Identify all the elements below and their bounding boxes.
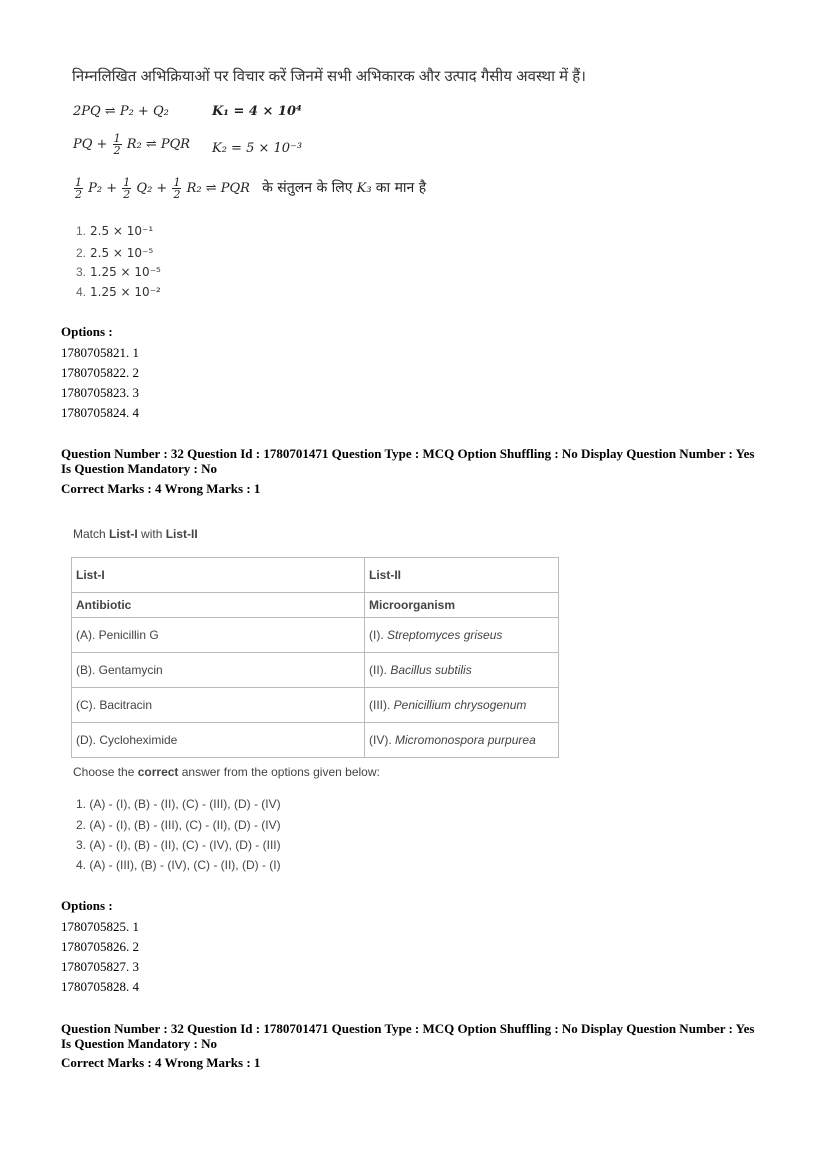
question-meta-line-1: Question Number : 32 Question Id : 1780701471 Question Type : MCQ Option Shuffling : No Display Question Number : Yes: [61, 446, 755, 461]
table-subheader-microorganism: Microorganism: [365, 593, 559, 618]
question-text-hindi: निम्नलिखित अभिक्रियाओं पर विचार करें जिनमें सभी अभिकारक और उत्पाद गैसीय अवस्था में हैं।: [72, 68, 586, 85]
table-cell: (A). Penicillin G: [72, 618, 365, 653]
question-meta-line-3: Correct Marks : 4 Wrong Marks : 1: [61, 481, 261, 496]
table-subheader-antibiotic: Antibiotic: [72, 593, 365, 618]
match-title: Match List-I with List-II: [73, 527, 198, 541]
table-cell: (B). Gentamycin: [72, 653, 365, 688]
options-label: Options :: [61, 898, 113, 913]
table-header-list-1: List-I: [72, 558, 365, 593]
fraction-half: $\frac{1}{2}$: [113, 132, 121, 157]
equilibrium-constant-1: K₁ = 4 × 10⁴: [212, 104, 302, 119]
fraction-half: $\frac{1}{2}$: [123, 176, 131, 201]
option-id: 1780705821. 1: [61, 345, 139, 360]
table-row: [72, 653, 559, 688]
choice-3: 3. 1.25 × 10⁻⁵: [76, 265, 161, 279]
choice-2: 2. 2.5 × 10⁻⁵: [76, 246, 154, 260]
equation-2: [73, 133, 190, 156]
fraction-half: $\frac{1}{2}$: [75, 176, 82, 201]
option-id: 1780705823. 3: [61, 385, 139, 400]
equation-3-suffix-b: का मान है: [375, 180, 427, 196]
option-id: 1780705822. 2: [61, 365, 139, 380]
equation-1: 2PQ ⇌ P₂ + Q₂: [73, 104, 169, 119]
answer-choice: 4. (A) - (III), (B) - (IV), (C) - (II), (D) - (I): [76, 858, 281, 872]
equation-2-part-b: R₂ ⇌ PQR: [126, 137, 191, 152]
table-subheader-row: [72, 593, 559, 618]
choose-instruction: Choose the correct answer from the options given below:: [73, 765, 380, 779]
table-cell: (C). Bacitracin: [72, 688, 365, 723]
answer-choice: 1. (A) - (I), (B) - (II), (C) - (III), (D) - (IV): [76, 797, 281, 811]
table-header-list-2: List-II: [365, 558, 559, 593]
question-meta-line-2: Is Question Mandatory : No: [61, 461, 218, 476]
equation-2-part-a: PQ +: [73, 137, 108, 152]
equation-3-k: K₃: [356, 181, 372, 196]
answer-choice: 3. (A) - (I), (B) - (II), (C) - (IV), (D) - (III): [76, 838, 281, 852]
equation-3-part-b: Q₂ +: [136, 181, 168, 196]
choice-4: 4. 1.25 × 10⁻²: [76, 285, 161, 299]
option-id: 1780705827. 3: [61, 959, 139, 974]
equation-3-part-a: P₂ +: [88, 181, 118, 196]
match-table: [71, 557, 559, 758]
table-cell: (III). Penicillium chrysogenum: [365, 688, 559, 723]
choice-1: 1. 2.5 × 10⁻¹: [76, 224, 154, 238]
fraction-half: $\frac{1}{2}$: [173, 176, 181, 201]
question-meta-line-3: Correct Marks : 4 Wrong Marks : 1: [61, 1055, 261, 1070]
option-id: 1780705828. 4: [61, 979, 139, 994]
table-cell: (II). Bacillus subtilis: [365, 653, 559, 688]
table-row: [72, 688, 559, 723]
table-row: [72, 723, 559, 758]
table-cell: (I). Streptomyces griseus: [365, 618, 559, 653]
equation-3-suffix-a: के संतुलन के लिए: [262, 180, 353, 196]
options-label: Options :: [61, 324, 113, 339]
option-id: 1780705826. 2: [61, 939, 139, 954]
question-meta-line-2: Is Question Mandatory : No: [61, 1036, 218, 1051]
table-row: [72, 618, 559, 653]
answer-choice: 2. (A) - (I), (B) - (III), (C) - (II), (D) - (IV): [76, 818, 281, 832]
table-header-row: [72, 558, 559, 593]
table-cell: (IV). Micromonospora purpurea: [365, 723, 559, 758]
table-cell: (D). Cycloheximide: [72, 723, 365, 758]
option-id: 1780705825. 1: [61, 919, 139, 934]
option-id: 1780705824. 4: [61, 405, 139, 420]
equilibrium-constant-2: K₂ = 5 × 10⁻³: [212, 141, 303, 156]
equation-3: [73, 177, 426, 200]
question-meta-line-1: Question Number : 32 Question Id : 1780701471 Question Type : MCQ Option Shuffling : No Display Question Number : Yes: [61, 1021, 755, 1036]
equation-3-part-c: R₂ ⇌ PQR: [186, 181, 250, 196]
